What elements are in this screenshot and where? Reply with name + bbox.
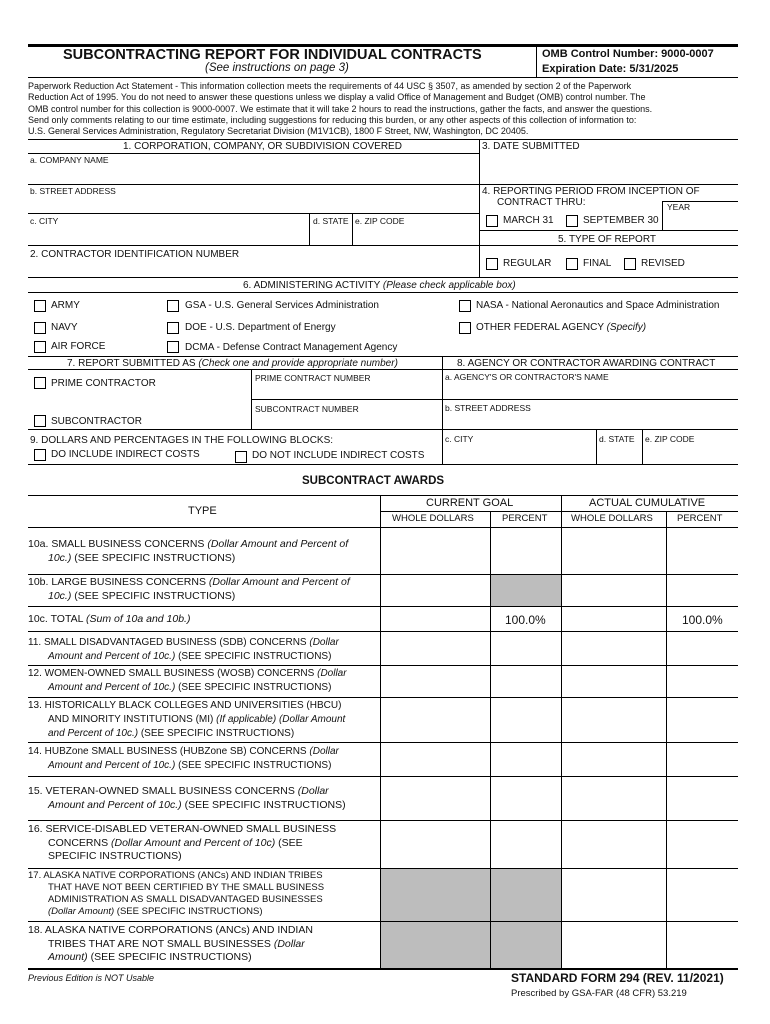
current-percent-header: PERCENT: [502, 513, 548, 524]
row-text-italic: (Dollar: [309, 746, 339, 757]
notice-line: U.S. General Services Administration, Regulatory Secretariat Division (M1V1CB), 1800 F Street, NW, Washington, DC 20405.: [28, 126, 529, 137]
dcma-checkbox[interactable]: [167, 341, 179, 353]
row-text-italic: (Dollar Amount and Percent of: [208, 576, 350, 588]
subcontract-number-label: SUBCONTRACT NUMBER: [255, 404, 359, 414]
report-submitted-as-heading: [67, 359, 398, 369]
row-text: (SEE SPECIFIC INSTRUCTIONS): [175, 651, 332, 662]
heading-note: (Please check applicable box): [382, 280, 516, 291]
row-text-italic: Amount and Percent of 10c.): [48, 760, 176, 771]
prime-contract-number-input[interactable]: [257, 384, 437, 398]
march-31-checkbox[interactable]: [486, 215, 498, 227]
expiration-date: Expiration Date: 5/31/2025: [542, 63, 679, 75]
row-text-italic: (If applicable) (Dollar Amount: [216, 714, 346, 725]
row-text: AND MINORITY INSTITUTIONS (MI): [48, 714, 217, 725]
city-label: c. CITY: [30, 216, 59, 226]
agency-zip-input[interactable]: [647, 446, 735, 462]
prime-contractor-label: PRIME CONTRACTOR: [51, 378, 156, 389]
form-title: SUBCONTRACTING REPORT FOR INDIVIDUAL CONTRACTS: [63, 47, 482, 63]
form-subtitle: (See instructions on page 3): [205, 62, 349, 74]
doe-checkbox[interactable]: [167, 322, 179, 334]
prime-contractor-checkbox[interactable]: [34, 377, 46, 389]
include-indirect-costs-label: DO INCLUDE INDIRECT COSTS: [51, 449, 200, 460]
row-text: (SEE SPECIFIC INSTRUCTIONS): [175, 682, 332, 693]
notice-line: OMB control number for this collection is 9000-0007. We estimate that it will take 2 hours to read the instructions, gather the facts, and answer the questions.: [28, 103, 653, 114]
row-text: 16. SERVICE-DISABLED VETERAN-OWNED SMALL BUSINESS: [28, 823, 337, 835]
row-15-label: [28, 785, 378, 812]
other-agency-checkbox[interactable]: [459, 322, 471, 334]
include-indirect-costs-checkbox[interactable]: [34, 449, 46, 461]
air-force-checkbox[interactable]: [34, 341, 46, 353]
final-checkbox[interactable]: [566, 258, 578, 270]
contractor-id-input[interactable]: [34, 261, 474, 276]
row-text: ADMINISTRATION AS SMALL DISADVANTAGED BUSINESSES: [48, 894, 323, 905]
revised-checkbox[interactable]: [624, 258, 636, 270]
year-label: YEAR: [667, 202, 691, 212]
row-14-label: [28, 745, 378, 773]
agency-zip-label: e. ZIP CODE: [645, 434, 695, 444]
block1-heading: 1. CORPORATION, COMPANY, OR SUBDIVISION COVERED: [123, 141, 402, 152]
row-text: THAT HAVE NOT BEEN CERTIFIED BY THE SMALL BUSINESS: [48, 882, 325, 893]
row-text: 15. VETERAN-OWNED SMALL BUSINESS CONCERNS: [28, 785, 298, 797]
total-current-goal-percent: 100.0%: [505, 613, 546, 627]
row-text: 14. HUBZone SMALL BUSINESS (HUBZone SB) CONCERNS: [28, 746, 310, 757]
gsa-label: GSA - U.S. General Services Administration: [185, 300, 379, 311]
heading-text: 6. ADMINISTERING ACTIVITY: [243, 280, 381, 291]
other-agency-label: [476, 323, 646, 333]
heading-note: (Check one and provide appropriate number): [198, 358, 398, 369]
dollars-percentages-heading: 9. DOLLARS AND PERCENTAGES IN THE FOLLOWING BLOCKS:: [30, 435, 334, 446]
row-text-italic: 10c.): [48, 589, 75, 602]
army-checkbox[interactable]: [34, 300, 46, 312]
row-text-italic: Amount): [48, 951, 88, 963]
reporting-period-label: 4. REPORTING PERIOD FROM INCEPTION OF: [482, 186, 700, 197]
subcontract-awards-title: SUBCONTRACT AWARDS: [302, 475, 445, 487]
march-31-label: MARCH 31: [503, 215, 554, 226]
row-text-italic: and Percent of 10c.): [48, 728, 139, 739]
row-text: 13. HISTORICALLY BLACK COLLEGES AND UNIVERSITIES (HBCU): [28, 700, 342, 711]
row-10a-label: [28, 538, 378, 565]
current-whole-dollars-header: WHOLE DOLLARS: [392, 513, 474, 524]
regular-checkbox[interactable]: [486, 258, 498, 270]
actual-cumulative-header: ACTUAL CUMULATIVE: [589, 497, 706, 509]
row-text: 17. ALASKA NATIVE CORPORATIONS (ANCs) AND INDIAN TRIBES: [28, 870, 323, 881]
type-column-header: TYPE: [188, 505, 217, 517]
other-agency-text: OTHER FEDERAL AGENCY: [476, 322, 604, 333]
row-text: (SEE SPECIFIC INSTRUCTIONS): [87, 951, 252, 963]
agency-name-input[interactable]: [447, 383, 735, 398]
agency-city-label: c. CITY: [445, 434, 474, 444]
army-label: ARMY: [51, 300, 80, 311]
row-text: 12. WOMEN-OWNED SMALL BUSINESS (WOSB) CONCERNS: [28, 668, 318, 679]
prime-contract-number-label: PRIME CONTRACT NUMBER: [255, 373, 371, 383]
row-text-italic: Amount and Percent of 10c.): [48, 682, 176, 693]
row-text: 10a. SMALL BUSINESS CONCERNS: [28, 538, 208, 550]
regular-label: REGULAR: [503, 258, 552, 269]
agency-street-label: b. STREET ADDRESS: [445, 403, 531, 413]
row-text: TRIBES THAT ARE NOT SMALL BUSINESSES: [48, 937, 274, 950]
paperwork-reduction-notice: [28, 81, 738, 137]
row-text-italic: (Dollar: [273, 937, 305, 950]
date-submitted-label: 3. DATE SUBMITTED: [482, 141, 580, 152]
form-header: [0, 0, 770, 80]
notice-line: Paperwork Reduction Act Statement - This information collection meets the requirements of 44 USC § 3507, as amended by section 2 of the Paperwork: [28, 81, 632, 91]
zip-code-label: e. ZIP CODE: [355, 216, 405, 226]
exclude-indirect-costs-checkbox[interactable]: [235, 451, 247, 463]
navy-checkbox[interactable]: [34, 322, 46, 334]
shaded-cell: [380, 868, 561, 921]
zip-code-input[interactable]: [357, 227, 475, 243]
row-text: 10c. TOTAL: [28, 613, 86, 625]
row-text-italic: (Dollar Amount): [48, 906, 115, 917]
date-submitted-input[interactable]: [486, 158, 734, 180]
row-18-label: [28, 924, 378, 965]
row-text-italic: Amount and Percent of 10c.): [48, 651, 176, 662]
agency-name-label: a. AGENCY'S OR CONTRACTOR'S NAME: [445, 372, 609, 382]
agency-city-input[interactable]: [447, 446, 592, 462]
previous-edition-note: Previous Edition is NOT Usable: [28, 973, 155, 983]
notice-line: Reduction Act of 1995. You do not need to answer these questions unless we display a valid Office of Management and Budget (OMB) control number. The: [28, 92, 646, 103]
state-label: d. STATE: [313, 216, 349, 226]
standard-form-number: STANDARD FORM 294 (REV. 11/2021): [511, 971, 724, 985]
shaded-cell: [380, 921, 561, 968]
heading-text: 7. REPORT SUBMITTED AS: [67, 358, 196, 369]
actual-percent-header: PERCENT: [677, 513, 723, 524]
row-text-italic: Amount and Percent of 10c.): [48, 798, 182, 811]
row-text-italic: (Dollar Amount and Percent of: [207, 538, 349, 550]
agency-state-label: d. STATE: [599, 434, 635, 444]
final-label: FINAL: [583, 258, 612, 269]
row-10c-label: [28, 613, 378, 627]
navy-label: NAVY: [51, 322, 78, 333]
subcontractor-checkbox[interactable]: [34, 415, 46, 427]
gsa-checkbox[interactable]: [167, 300, 179, 312]
subcontractor-label: SUBCONTRACTOR: [51, 416, 142, 427]
row-text: CONCERNS: [48, 836, 112, 849]
street-address-label: b. STREET ADDRESS: [30, 186, 116, 196]
subcontract-number-input[interactable]: [257, 414, 437, 428]
nasa-checkbox[interactable]: [459, 300, 471, 312]
row-text-italic: (Dollar: [317, 668, 347, 679]
prescribed-by: Prescribed by GSA-FAR (48 CFR) 53.219: [511, 988, 687, 999]
row-text-italic: (Dollar: [297, 785, 329, 797]
row-12-label: [28, 667, 378, 695]
row-text: (SEE SPECIFIC INSTRUCTIONS): [138, 728, 295, 739]
agency-street-input[interactable]: [447, 413, 735, 428]
row-text: (SEE: [275, 836, 303, 849]
awarding-contract-heading: 8. AGENCY OR CONTRACTOR AWARDING CONTRACT: [457, 358, 716, 369]
row-text-italic: (Sum of 10a and 10b.): [85, 613, 191, 625]
september-30-checkbox[interactable]: [566, 215, 578, 227]
agency-state-input[interactable]: [600, 446, 640, 462]
row-text-italic: (Dollar Amount and Percent of 10c): [111, 836, 276, 849]
current-goal-header: CURRENT GOAL: [426, 497, 514, 509]
row-text: 10b. LARGE BUSINESS CONCERNS: [28, 576, 209, 588]
other-agency-note: (Specify): [606, 322, 647, 333]
contractor-id-label: 2. CONTRACTOR IDENTIFICATION NUMBER: [30, 249, 240, 260]
type-of-report-label: 5. TYPE OF REPORT: [558, 234, 656, 245]
company-name-label: a. COMPANY NAME: [30, 155, 109, 165]
state-input[interactable]: [313, 227, 349, 243]
row-text: (SEE SPECIFIC INSTRUCTIONS): [74, 551, 236, 564]
row-text: 11. SMALL DISADVANTAGED BUSINESS (SDB) CONCERNS: [28, 637, 310, 648]
row-10b-label: [28, 576, 378, 603]
row-11-label: [28, 636, 378, 664]
row-13-label: [28, 699, 378, 741]
other-agency-input[interactable]: [476, 336, 734, 352]
row-text-italic: (Dollar: [309, 637, 339, 648]
street-address-input[interactable]: [34, 196, 474, 212]
row-text: (SEE SPECIFIC INSTRUCTIONS): [181, 798, 346, 811]
notice-line: Send only comments relating to our time estimate, including suggestions for reducing this burden, or any other aspects of this collection of information to:: [28, 114, 637, 125]
row-text: 18. ALASKA NATIVE CORPORATIONS (ANCs) AND INDIAN: [28, 924, 313, 936]
reporting-period-label-cont: CONTRACT THRU:: [497, 197, 586, 208]
omb-control-number: OMB Control Number: 9000-0007: [542, 48, 714, 60]
shaded-cell: [490, 574, 561, 606]
row-16-label: [28, 823, 378, 864]
row-text: (SEE SPECIFIC INSTRUCTIONS): [175, 760, 332, 771]
row-17-label: [28, 870, 378, 918]
company-name-input[interactable]: [34, 166, 474, 182]
revised-label: REVISED: [641, 258, 685, 269]
dcma-label: DCMA - Defense Contract Management Agency: [185, 342, 398, 353]
year-input[interactable]: [666, 214, 734, 228]
actual-whole-dollars-header: WHOLE DOLLARS: [571, 513, 653, 524]
row-text: SPECIFIC INSTRUCTIONS): [48, 850, 182, 862]
row-text: (SEE SPECIFIC INSTRUCTIONS): [114, 906, 263, 917]
city-input[interactable]: [34, 227, 304, 243]
administering-activity-heading: [243, 281, 516, 291]
total-actual-cumulative-percent: 100.0%: [682, 613, 723, 627]
row-text-italic: 10c.): [48, 551, 75, 564]
september-30-label: SEPTEMBER 30: [583, 215, 659, 226]
nasa-label: NASA - National Aeronautics and Space Administration: [476, 300, 720, 311]
air-force-label: AIR FORCE: [51, 341, 106, 352]
doe-label: DOE - U.S. Department of Energy: [185, 322, 336, 333]
exclude-indirect-costs-label: DO NOT INCLUDE INDIRECT COSTS: [252, 450, 425, 461]
row-text: (SEE SPECIFIC INSTRUCTIONS): [74, 589, 236, 602]
